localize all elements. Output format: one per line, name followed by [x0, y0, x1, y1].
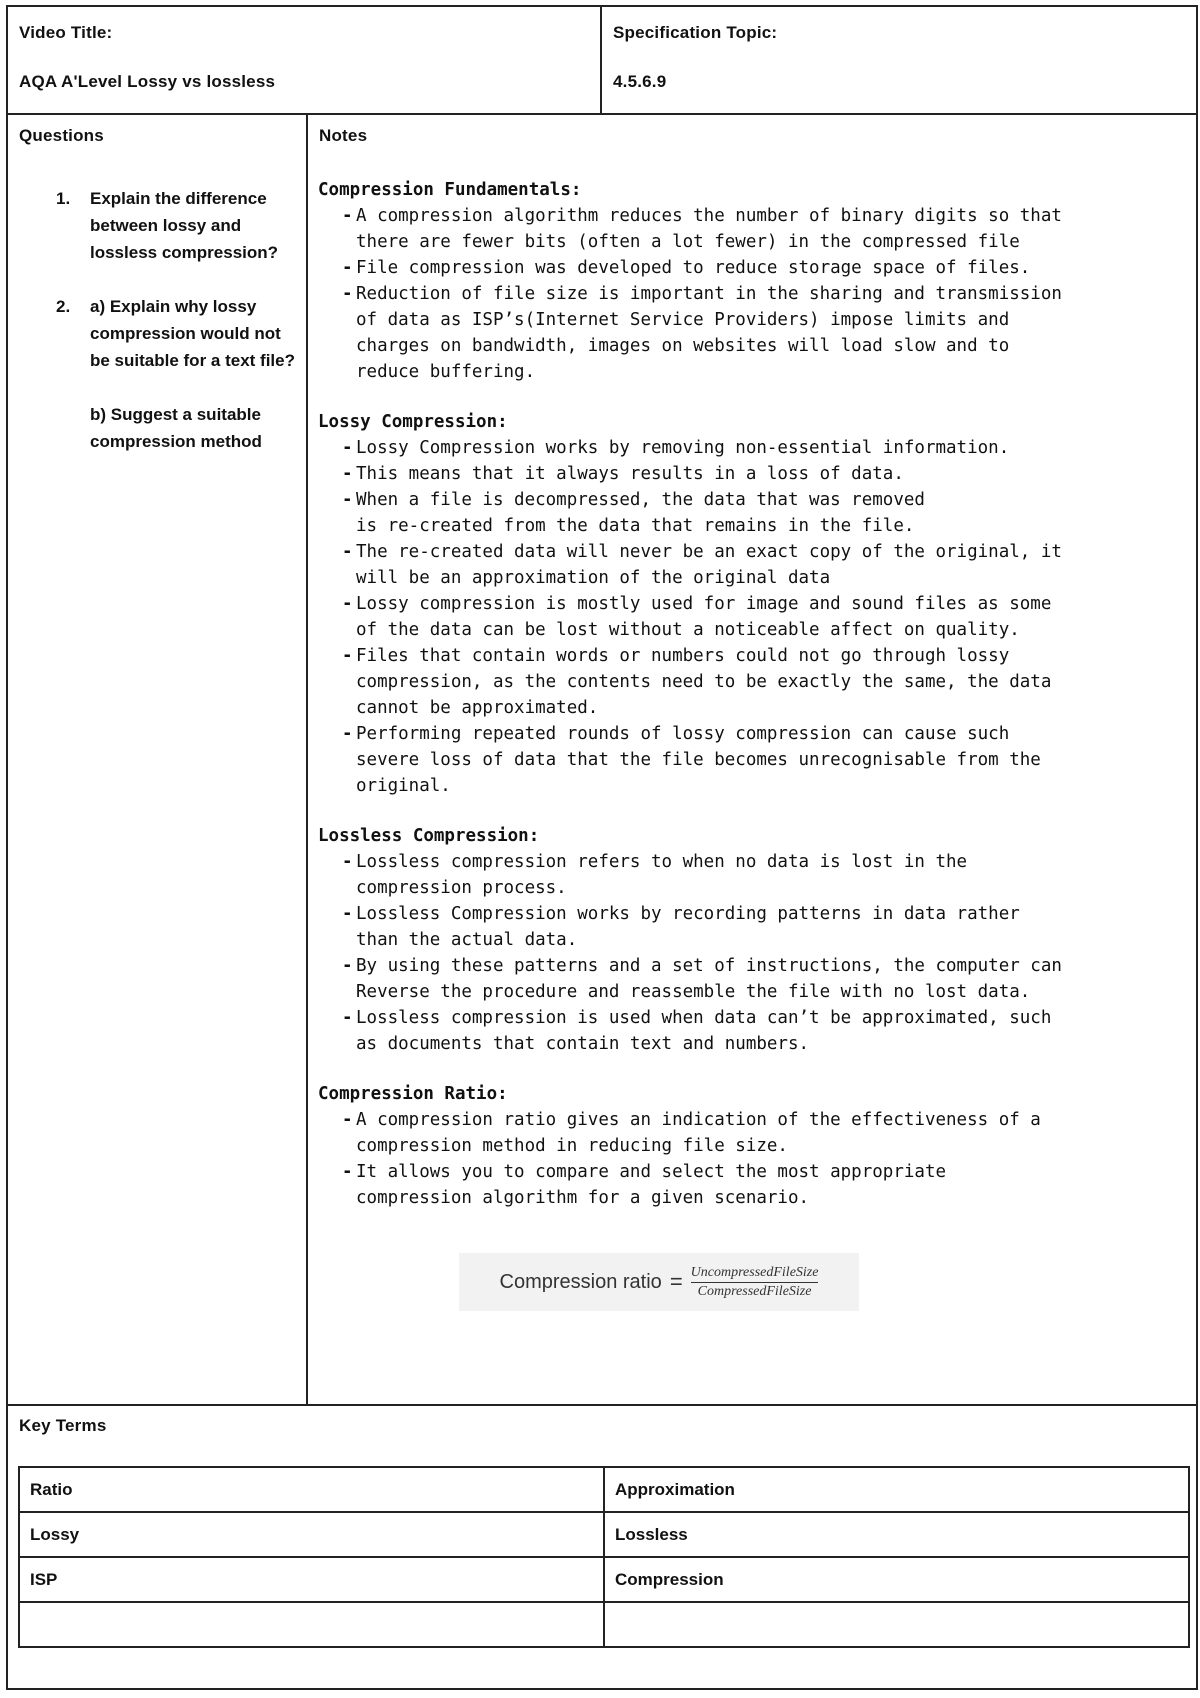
question-number: 2.: [56, 297, 71, 316]
bullet-line: of data as ISP’s(Internet Service Providers) impose limits and: [356, 310, 1010, 330]
bullet-line: Reverse the procedure and reassemble the file with no lost data.: [356, 982, 1031, 1002]
bullet-dash-icon: -: [342, 284, 353, 304]
questions-column: [8, 113, 308, 1404]
questions-list: [8, 185, 308, 482]
section-gap: [318, 385, 1188, 409]
bullet-dash-icon: -: [342, 542, 353, 562]
key-terms-table: [18, 1466, 1190, 1648]
video-title-label: Video Title:: [19, 23, 113, 42]
notes-bullet: [318, 1159, 1188, 1211]
section-gap: [318, 799, 1188, 823]
bullet-line: of the data can be lost without a noticeable affect on quality.: [356, 620, 1020, 640]
key-term-cell: [19, 1602, 604, 1647]
question-subpart: b) Suggest a suitable compression method: [90, 405, 262, 451]
video-title-cell: [8, 7, 602, 113]
bullet-line: is re-created from the data that remains in the file.: [356, 516, 915, 536]
spec-topic-label: Specification Topic:: [613, 23, 778, 42]
bullet-line: there are fewer bits (often a lot fewer) in the compressed file: [356, 232, 1020, 252]
formula-fraction: [691, 1265, 819, 1300]
formula-equals: =: [669, 1269, 683, 1294]
questions-heading: Questions: [19, 126, 104, 145]
key-term-cell: Lossless: [604, 1512, 1189, 1557]
bullet-dash-icon: -: [342, 206, 353, 226]
bullet-line: Files that contain words or numbers could not go through lossy: [356, 646, 1010, 666]
bullet-dash-icon: -: [342, 724, 353, 744]
bullet-line: It allows you to compare and select the most appropriate: [356, 1162, 947, 1182]
bullet-line: Reduction of file size is important in the sharing and transmission: [356, 284, 1062, 304]
bullet-line: original.: [356, 776, 451, 796]
formula-numerator: UncompressedFileSize: [690, 1264, 819, 1280]
worksheet: [6, 5, 1198, 1690]
bullet-line: than the actual data.: [356, 930, 578, 950]
bullet-line: Lossy Compression works by removing non-essential information.: [356, 438, 1010, 458]
key-term-cell: Ratio: [19, 1467, 604, 1512]
bullet-dash-icon: -: [342, 1110, 353, 1130]
notes-body: [318, 177, 1188, 1211]
bullet-dash-icon: -: [342, 464, 353, 484]
notes-bullet: [318, 1107, 1188, 1159]
bullet-line: Lossless compression is used when data can’t be approximated, such: [356, 1008, 1052, 1028]
question-item: [8, 293, 308, 455]
question-item: [8, 185, 308, 266]
notes-column: [308, 113, 1196, 1404]
bullet-line: By using these patterns and a set of instructions, the computer can: [356, 956, 1062, 976]
notes-bullet: [318, 435, 1188, 461]
key-term-cell: Compression: [604, 1557, 1189, 1602]
bullet-line: reduce buffering.: [356, 362, 536, 382]
bullet-dash-icon: -: [342, 1008, 353, 1028]
notes-bullet: [318, 849, 1188, 901]
bullet-line: The re-created data will never be an exact copy of the original, it: [356, 542, 1062, 562]
bullet-line: compression algorithm for a given scenario.: [356, 1188, 810, 1208]
notes-bullet: [318, 203, 1188, 255]
bullet-dash-icon: -: [342, 1162, 353, 1182]
bullet-line: compression method in reducing file size.: [356, 1136, 788, 1156]
bullet-line: charges on bandwidth, images on websites will load slow and to: [356, 336, 1010, 356]
notes-bullet: [318, 591, 1188, 643]
question-number: 1.: [56, 189, 71, 208]
bullet-line: Performing repeated rounds of lossy compression can cause such: [356, 724, 1010, 744]
bullet-line: A compression algorithm reduces the number of binary digits so that: [356, 206, 1062, 226]
bullet-line: Lossless Compression works by recording patterns in data rather: [356, 904, 1020, 924]
notes-bullet: [318, 461, 1188, 487]
spec-topic-value: 4.5.6.9: [613, 72, 667, 91]
key-terms-row: [19, 1512, 1189, 1557]
notes-bullet: [318, 901, 1188, 953]
bullet-line: cannot be approximated.: [356, 698, 599, 718]
bullet-dash-icon: -: [342, 956, 353, 976]
bullet-dash-icon: -: [342, 646, 353, 666]
video-title-value: AQA A'Level Lossy vs lossless: [19, 72, 276, 91]
formula-lhs: Compression ratio: [499, 1270, 662, 1293]
notes-bullet: [318, 1005, 1188, 1057]
bullet-line: Lossy compression is mostly used for image and sound files as some: [356, 594, 1052, 614]
notes-bullet: [318, 643, 1188, 721]
section-gap: [318, 1057, 1188, 1081]
notes-bullet: [318, 721, 1188, 799]
bullet-line: A compression ratio gives an indication of the effectiveness of a: [356, 1110, 1041, 1130]
bullet-line: This means that it always results in a loss of data.: [356, 464, 904, 484]
bullet-line: When a file is decompressed, the data that was removed: [356, 490, 925, 510]
bullet-dash-icon: -: [342, 258, 353, 278]
notes-section-title: Compression Ratio:: [318, 1084, 508, 1104]
key-term-cell: Approximation: [604, 1467, 1189, 1512]
key-terms-heading: Key Terms: [19, 1416, 107, 1435]
key-terms-section: [8, 1404, 1196, 1690]
fraction-bar: [691, 1282, 819, 1283]
bullet-dash-icon: -: [342, 904, 353, 924]
bullet-line: File compression was developed to reduce storage space of files.: [356, 258, 1031, 278]
bullet-dash-icon: -: [342, 438, 353, 458]
notes-section-title: Compression Fundamentals:: [318, 180, 582, 200]
notes-section-title: Lossless Compression:: [318, 826, 540, 846]
formula-denominator: CompressedFileSize: [697, 1283, 812, 1299]
compression-ratio-formula: [459, 1253, 859, 1311]
notes-heading: Notes: [319, 126, 368, 145]
notes-bullet: [318, 487, 1188, 539]
bullet-line: compression, as the contents need to be exactly the same, the data: [356, 672, 1052, 692]
bullet-dash-icon: -: [342, 852, 353, 872]
header-row: [8, 7, 1196, 115]
question-text: a) Explain why lossy compression would not be suitable for a text file?: [90, 297, 295, 370]
key-term-cell: ISP: [19, 1557, 604, 1602]
notes-bullet: [318, 255, 1188, 281]
key-term-cell: [604, 1602, 1189, 1647]
bullet-line: compression process.: [356, 878, 567, 898]
bullet-line: severe loss of data that the file becomes unrecognisable from the: [356, 750, 1041, 770]
bullet-line: Lossless compression refers to when no data is lost in the: [356, 852, 968, 872]
main-row: [8, 113, 1196, 1406]
key-term-cell: Lossy: [19, 1512, 604, 1557]
notes-section-title: Lossy Compression:: [318, 412, 508, 432]
question-text: Explain the difference between lossy and lossless compression?: [90, 189, 279, 262]
key-terms-row: [19, 1557, 1189, 1602]
spec-topic-cell: [602, 7, 1196, 113]
bullet-dash-icon: -: [342, 594, 353, 614]
notes-bullet: [318, 281, 1188, 385]
bullet-line: as documents that contain text and numbers.: [356, 1034, 810, 1054]
bullet-dash-icon: -: [342, 490, 353, 510]
bullet-line: will be an approximation of the original data: [356, 568, 831, 588]
key-terms-row: [19, 1602, 1189, 1647]
notes-bullet: [318, 953, 1188, 1005]
notes-bullet: [318, 539, 1188, 591]
key-terms-row: [19, 1467, 1189, 1512]
